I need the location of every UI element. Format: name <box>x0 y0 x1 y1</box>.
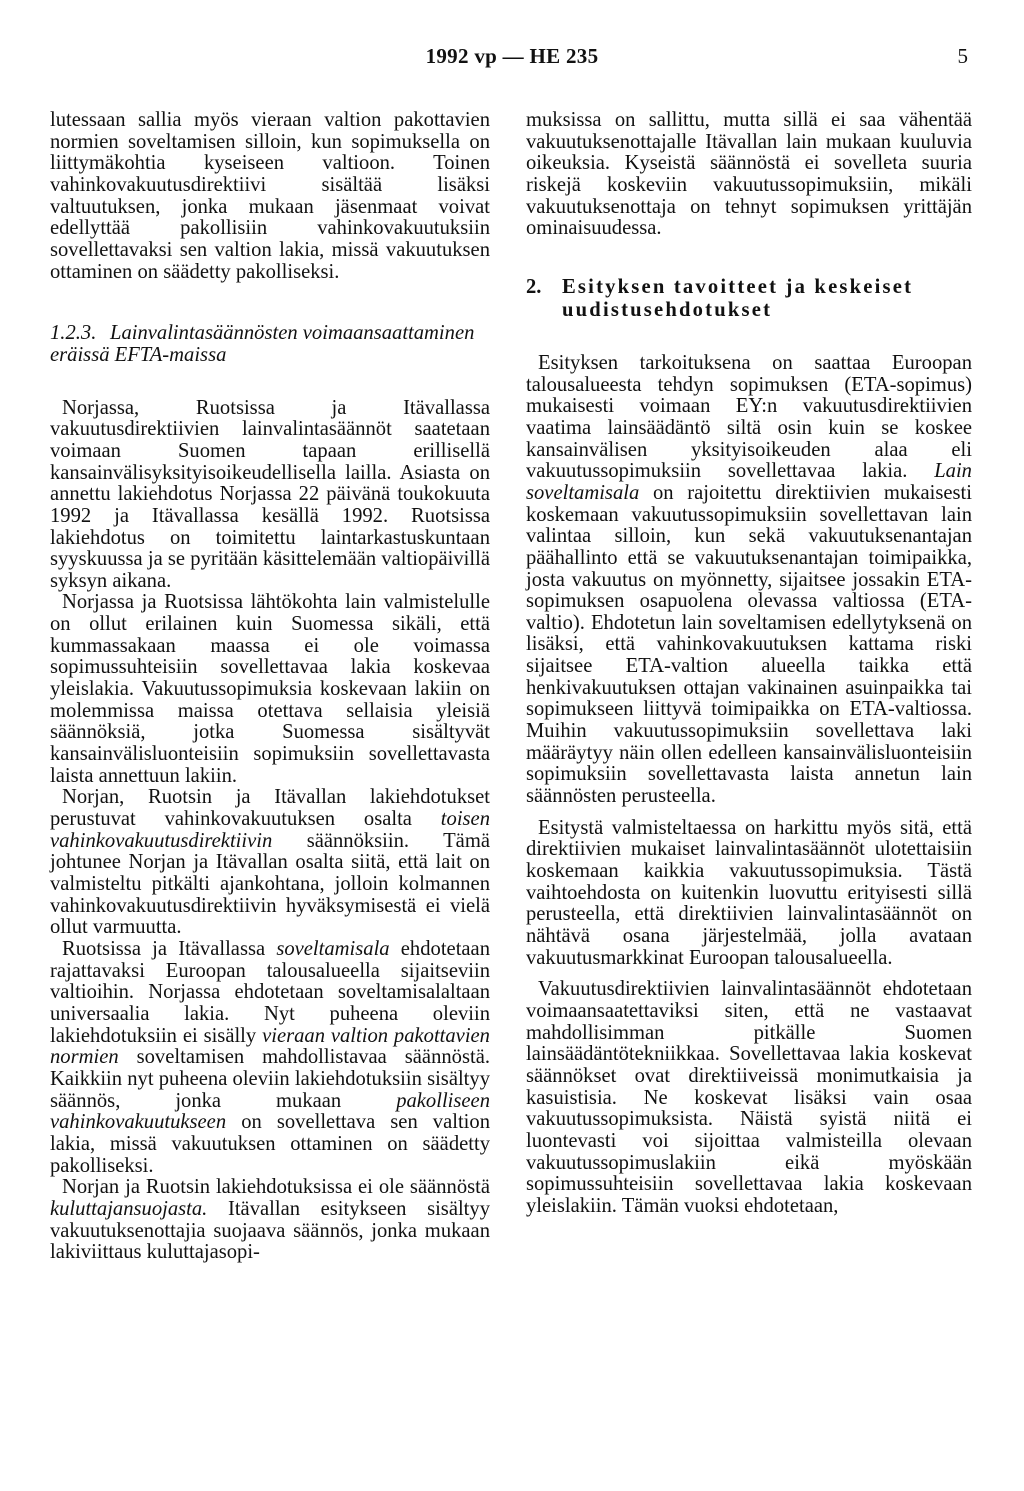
section-heading <box>526 276 972 322</box>
paragraph: Norjassa, Ruotsissa ja Itävallassa vakuutusdirektiivien lainvalintasäännöt saatetaan voimaan Suomen tapaan erillisellä kansainvälisyksityisoikeudellisella lailla. Asiasta on annettu lakiehdotus Norjassa 22 päivänä toukokuuta 1992 ja Itävallassa kesällä 1992. Ruotsissa lakiehdotus on toimitettu laintarkastuskuntaan syyskuussa ja se pyritään käsittelemään valtiopäivillä syksyn aikana. <box>50 396 490 592</box>
paragraph: muksissa on sallittu, mutta sillä ei saa vähentää vakuutuksenottajalle Itävallan lain mukaan kuuluvia oikeuksia. Kyseistä säännöstä ei sovelleta suuria riskejä koskeviin vakuutussopimuksiin, mikäli vakuutuksenottaja on tehnyt sopimuksen yrittäjän ominaisuudessa. <box>526 109 972 240</box>
paragraph: Norjan ja Ruotsin lakiehdotuksissa ei ole säännöstä kuluttajansuojasta. Itävallan esitykseen sisältyy vakuutuksenottajia suojaava säännös, jonka mukaan lakiviittaus kuluttajasopi- <box>50 1176 490 1264</box>
page-number: 5 <box>957 44 968 68</box>
section-title: Esityksen tavoitteet ja keskeiset uudistusehdotukset <box>562 275 914 321</box>
subsection-title: Lainvalintasäännösten voimaansaattaminen eräissä EFTA-maissa <box>50 322 475 366</box>
paragraph: Norjan, Ruotsin ja Itävallan lakiehdotukset perustuvat vahinkovakuutuksen osalta toisen vahinkovakuutusdirektiivin säännöksiin. Tämä johtunee Norjan ja Itävallan osalta siitä, että lait on valmisteltu pitkälti ajankohtana, jolloin kolmannen vahinkovakuutusdirektiivin hyväksymisestä ei vielä ollut varmuutta. <box>50 786 490 939</box>
paragraph: lutessaan sallia myös vieraan valtion pakottavien normien soveltamisen silloin, kun sopimuksella on liittymäkohtia kyseiseen valtioon. Toinen vahinkovakuutusdirektiivi sisältää lisäksi valtuutuksen, jonka mukaan jäsenmaat voivat edellyttää pakollisiin vahinkovakuutuksiin sovellettavaksi sen valtion lakia, missä vakuutuksen ottaminen on säädetty pakolliseksi. <box>50 109 490 283</box>
subsection-heading <box>50 323 490 366</box>
paragraph: Ruotsissa ja Itävallassa soveltamisala ehdotetaan rajattavaksi Euroopan talousalueella sijaitseviin valtioihin. Norjassa ehdotetaan soveltamisalaltaan universaalia lakia. Nyt puheena oleviin lakiehdotuksiin ei sisälly vieraan valtion pakottavien normien soveltamisen mahdollistavaa säännöstä. Kaikkiin nyt puheena oleviin lakiehdotuksiin sisältyy säännös, jonka mukaan pakolliseen vahinkovakuutukseen on sovellettava sen valtion lakia, missä vakuutuksen ottaminen on säädetty pakolliseksi. <box>50 937 490 1177</box>
right-column <box>526 110 972 1218</box>
paragraph: Norjassa ja Ruotsissa lähtökohta lain valmistelulle on ollut erilainen kuin Suomessa sikäli, että kummassakaan maassa ei ole voimassa sopimussuhteisiin sovellettavaa lakia koskevaa yleislakia. Vakuutussopimuksia koskevaan lakiin on molemmissa maissa otettava sellaisia yleisiä säännöksiä, jotka Suomessa sisältyvät kansainvälisluonteisiin sopimuksiin sovellettavasta laista annettuun lakiin. <box>50 591 490 787</box>
subsection-number: 1.2.3. <box>50 322 97 345</box>
emphasis: toisen vahinkovakuutusdirektiivin <box>50 808 490 852</box>
section-number: 2. <box>526 275 542 298</box>
paragraph: Esitystä valmisteltaessa on harkittu myös sitä, että direktiivien mukaiset lainvalintasäännöt ulotettaisiin koskemaan kaikkia vakuutussopimuksia. Tästä vaihtoehdosta on kuitenkin luovuttu erityisesti sillä perusteella, että direktiivien lainvalintasäännöt on nähtävä osana järjestelmää, jolla avataan vakuutusmarkkinat Euroopan talousalueella. <box>526 816 972 969</box>
emphasis: soveltamisala <box>276 937 390 960</box>
page-header <box>0 44 1024 74</box>
left-column <box>50 110 490 1264</box>
emphasis: Lain soveltamisala <box>526 460 972 504</box>
emphasis: kuluttajansuojasta. <box>50 1197 208 1220</box>
emphasis: pakolliseen vahinkovakuutukseen <box>50 1089 490 1134</box>
running-title: 1992 vp — HE 235 <box>425 44 599 68</box>
paragraph: Vakuutusdirektiivien lainvalintasäännöt ehdotetaan voimaansaatettaviksi siten, että ne vastaavat mahdollisimman pitkälle Suomen lainsäädäntötekniikkaa. Sovellettavaa lakia koskevat säännökset ovat direktiiveissä monimutkaisia ja kasuistisia. Ne koskevat lisäksi vain osaa vakuutussopimuksista. Näistä syistä niitä ei luontevasti voi sijoittaa valmisteilla olevaan vakuutussopimuslakiin eikä myöskään sopimussuhteisiin sovellettavaa lakia koskevaan yleislakiin. Tämän vuoksi ehdotetaan, <box>526 978 972 1217</box>
paragraph: Esityksen tarkoituksena on saattaa Euroopan talousalueesta tehdyn sopimuksen (ETA-sopimus) mukaisesti voimaan EY:n vakuutusdirektiivien vaatima lainsäädäntö siltä osin kuin se koskee kansainvälisen yksityisoikeuden alaa eli vakuutussopimuksiin sovellettavaa lakia. Lain soveltamisala on rajoitettu direktiivien mukaisesti koskemaan vakuutussopimuksiin sovellettavan lain valintaa silloin, kun sekä vakuutuksenantajan päähallinto että se vakuutuksenantajan toimipaikka, josta vakuutus on myönnetty, sijaitsee jossakin ETA-sopimuksen osapuolena olevassa valtiossa (ETA-valtio). Ehdotetun lain soveltamisen edellytyksenä on lisäksi, että vahinkovakuutuksen kattama riski sijaitsee ETA-valtion alueella taikka että henkivakuutuksen ottajan vakinainen asuinpaikka tai sopimukseen liittyvä toimipaikka on ETA-valtiossa. Muihin vakuutussopimuksiin sovellettava laki määräytyy näin ollen edelleen kansainvälisluonteisiin sopimuksiin sovellettavasta laista annetun lain säännösten perusteella. <box>526 351 972 808</box>
emphasis: vieraan valtion pakottavien normien <box>50 1024 490 1069</box>
